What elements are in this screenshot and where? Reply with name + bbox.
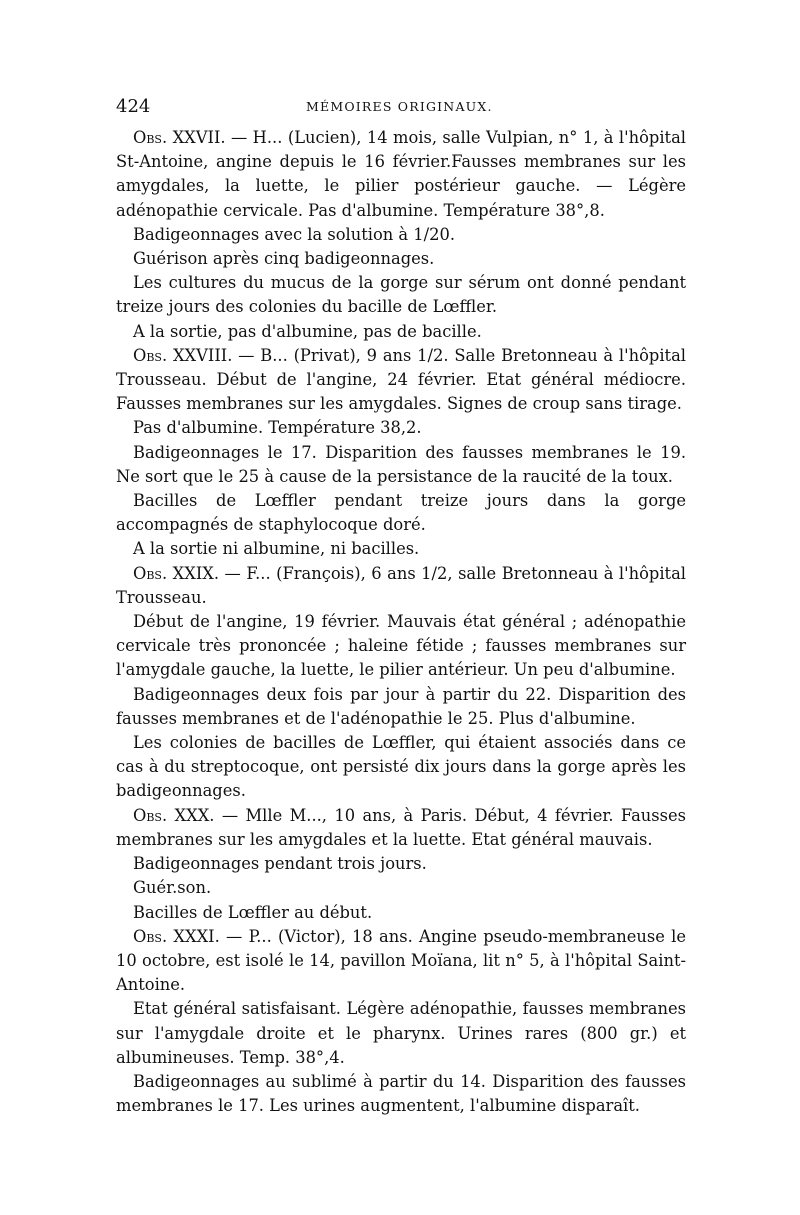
obs-label: Obs. (133, 128, 168, 147)
book-page (116, 96, 686, 1118)
paragraph-text: XXIX. — F... (François), 6 ans 1/2, salle Bretonneau à l'hôpital Trousseau. (116, 563, 686, 607)
running-title: MÉMOIRES ORIGINAUX. (306, 99, 493, 114)
paragraph: Bacilles de Lœffler au début. (133, 902, 373, 922)
running-head (116, 96, 686, 126)
paragraph: Bacilles de Lœffler pendant treize jours dans la gorge accompagnés de staphylocoque doré. (116, 491, 686, 535)
paragraph-text: XXX. — Mlle M..., 10 ans, à Paris. Début, 4 février. Fausses membranes sur les amygdales et la luette. Etat général mauvais. (116, 805, 686, 849)
paragraph-obs-xxix (116, 562, 686, 610)
paragraph-obs-xxvii (116, 126, 686, 223)
paragraph-obs-xxxi (116, 925, 686, 998)
paragraph: Badigeonnages au sublimé à partir du 14. Disparition des fausses membranes le 17. Les urines augmentent, l'albumine disparaît. (116, 1071, 686, 1116)
obs-label: Obs. (133, 563, 168, 583)
paragraph: Guér.son. (133, 878, 212, 898)
paragraph-obs-xxviii (116, 344, 686, 417)
paragraph: Badigeonnages pendant trois jours. (133, 854, 427, 874)
paragraph: Début de l'angine, 19 février. Mauvais état général ; adénopathie cervicale très prononcée ; haleine fétide ; fausses membranes sur l'amygdale gauche, la luette, le pilier antérieur. Un peu d'albumine. (116, 612, 686, 680)
paragraph-text: XXVIII. — B... (Privat), 9 ans 1/2. Salle Bretonneau à l'hôpital Trousseau. Début de l'angine, 24 février. Etat général médiocre. Fausses membranes sur les amygdales. Signes de croup sans tirage. (116, 345, 686, 414)
paragraph: Badigeonnages le 17. Disparition des fausses membranes le 19. Ne sort que le 25 à cause de la persistance de la raucité de la toux. (116, 442, 686, 486)
paragraph-obs-xxx (116, 804, 686, 852)
paragraph: Guérison après cinq badigeonnages. (133, 249, 435, 269)
paragraph: Pas d'albumine. Température 38,2. (133, 418, 422, 438)
page-number: 424 (116, 96, 151, 117)
obs-label: Obs. (133, 345, 168, 365)
paragraph-text: XXXI. — P... (Victor), 18 ans. Angine pseudo-membraneuse le 10 octobre, est isolé le 14, pavillon Moïana, lit n° 5, à l'hôpital Saint-Antoine. (116, 926, 686, 995)
paragraph-text: XXVII. — H... (Lucien), 14 mois, salle Vulpian, n° 1, à l'hôpital St-Antoine, angine depuis le 16 février.Fausses membranes sur les amygdales, la luette, le pilier postérieur gauche. — Légère adénopathie cervicale. Pas d'albumine. Température 38°,8. (116, 128, 686, 220)
paragraph: Les colonies de bacilles de Lœffler, qui étaient associés dans ce cas à du streptocoque, ont persisté dix jours dans la gorge après les badigeonnages. (116, 733, 686, 801)
obs-label: Obs. (133, 805, 168, 825)
body-text (116, 126, 686, 1118)
paragraph: A la sortie ni albumine, ni bacilles. (133, 539, 420, 559)
paragraph: Badigeonnages avec la solution à 1/20. (133, 224, 456, 244)
paragraph: A la sortie, pas d'albumine, pas de bacille. (133, 321, 482, 341)
paragraph: Les cultures du mucus de la gorge sur sérum ont donné pendant treize jours des colonies du bacille de Lœffler. (116, 273, 686, 317)
paragraph: Badigeonnages deux fois par jour à partir du 22. Disparition des fausses membranes et de l'adénopathie le 25. Plus d'albumine. (116, 684, 686, 728)
obs-label: Obs. (133, 926, 168, 946)
paragraph: Etat général satisfaisant. Légère adénopathie, fausses membranes sur l'amygdale droite et le pharynx. Urines rares (800 gr.) et albumineuses. Temp. 38°,4. (116, 999, 686, 1067)
